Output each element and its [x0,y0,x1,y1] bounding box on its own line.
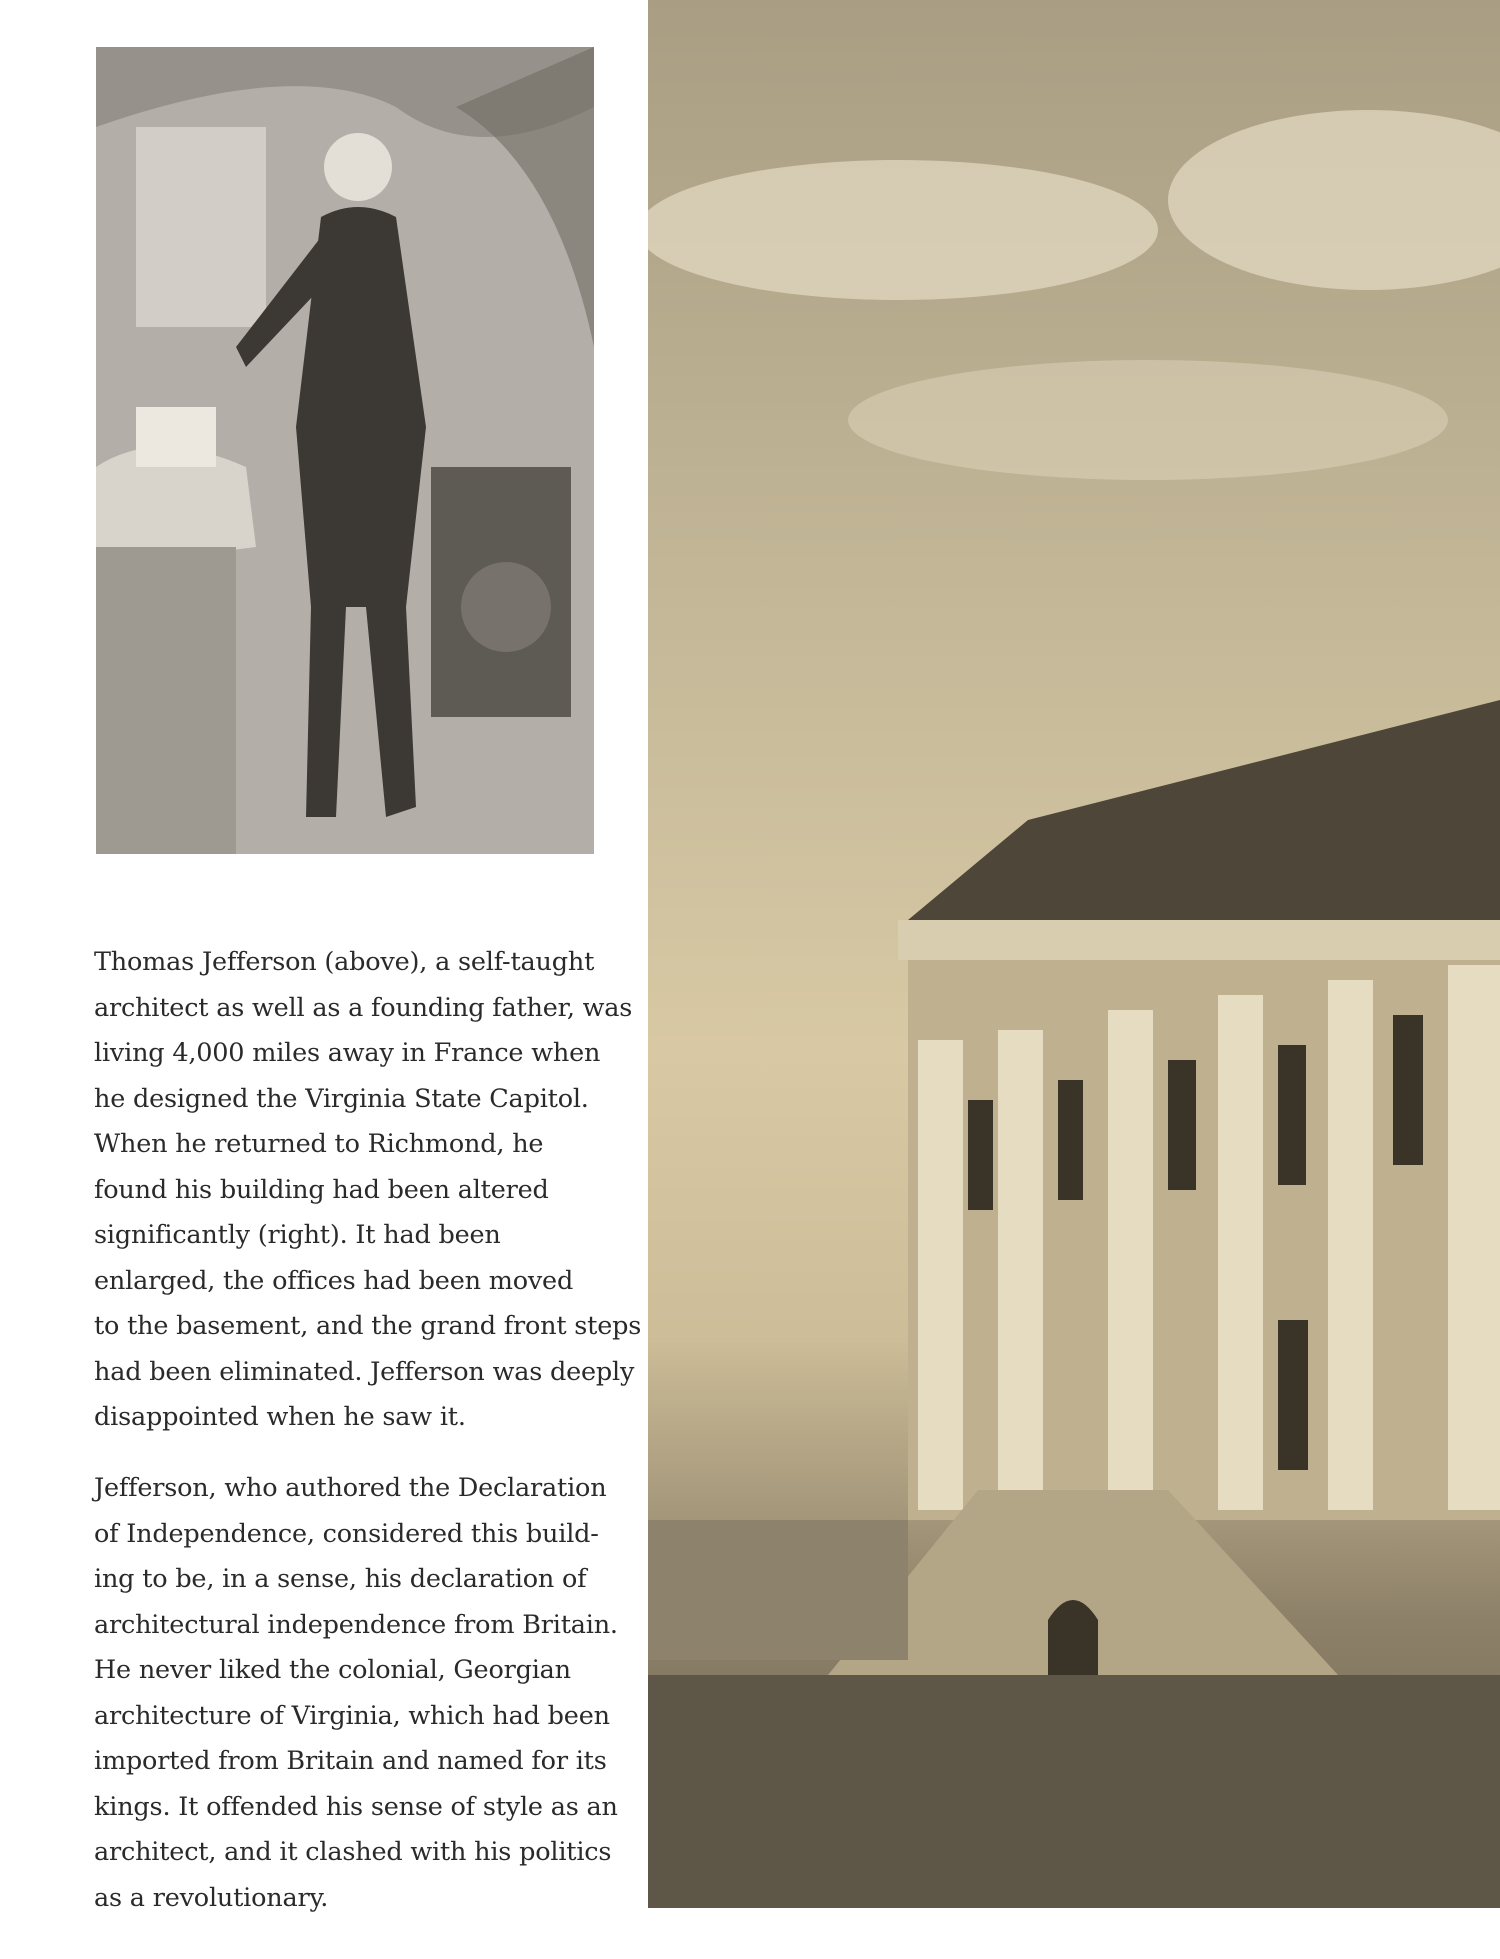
text-line: ing to be, in a sense, his declaration of [94,1564,587,1594]
text-line: of Independence, considered this build- [94,1518,599,1549]
text-line: When he returned to Richmond, he [94,1129,544,1159]
virginia-capitol-engraving [648,0,1500,1908]
text-line: He never liked the colonial, Georgian [94,1655,571,1685]
text-line: to the basement, and the grand front steps [94,1311,642,1341]
text-line: found his building had been altered [94,1174,549,1205]
text-line: architecture of Virginia, which had been [94,1700,610,1731]
text-line: architect as well as a founding father, was [94,992,633,1023]
text-line: architectural independence from Britain. [94,1609,618,1640]
text-line: he designed the Virginia State Capitol. [94,1083,589,1114]
text-line: living 4,000 miles away in France when [94,1038,601,1068]
text-line: disappointed when he saw it. [94,1402,466,1432]
text-line: architect, and it clashed with his politics [94,1837,612,1867]
jefferson-portrait-engraving [96,47,594,854]
text-line: kings. It offended his sense of style as an [94,1791,618,1822]
text-line: Thomas Jefferson (above), a self-taught [94,947,595,977]
text-line: imported from Britain and named for its [94,1746,607,1776]
text-line: enlarged, the offices had been moved [94,1265,574,1296]
text-line: as a revolutionary. [94,1882,329,1913]
paragraph-architectural-independence [94,1466,634,1921]
text-line: significantly (right). It had been [94,1220,501,1250]
text-line: had been eliminated. Jefferson was deeply [94,1356,635,1387]
paragraph-jefferson-intro [94,940,642,1441]
text-line: Jefferson, who authored the Declaration [94,1473,607,1503]
